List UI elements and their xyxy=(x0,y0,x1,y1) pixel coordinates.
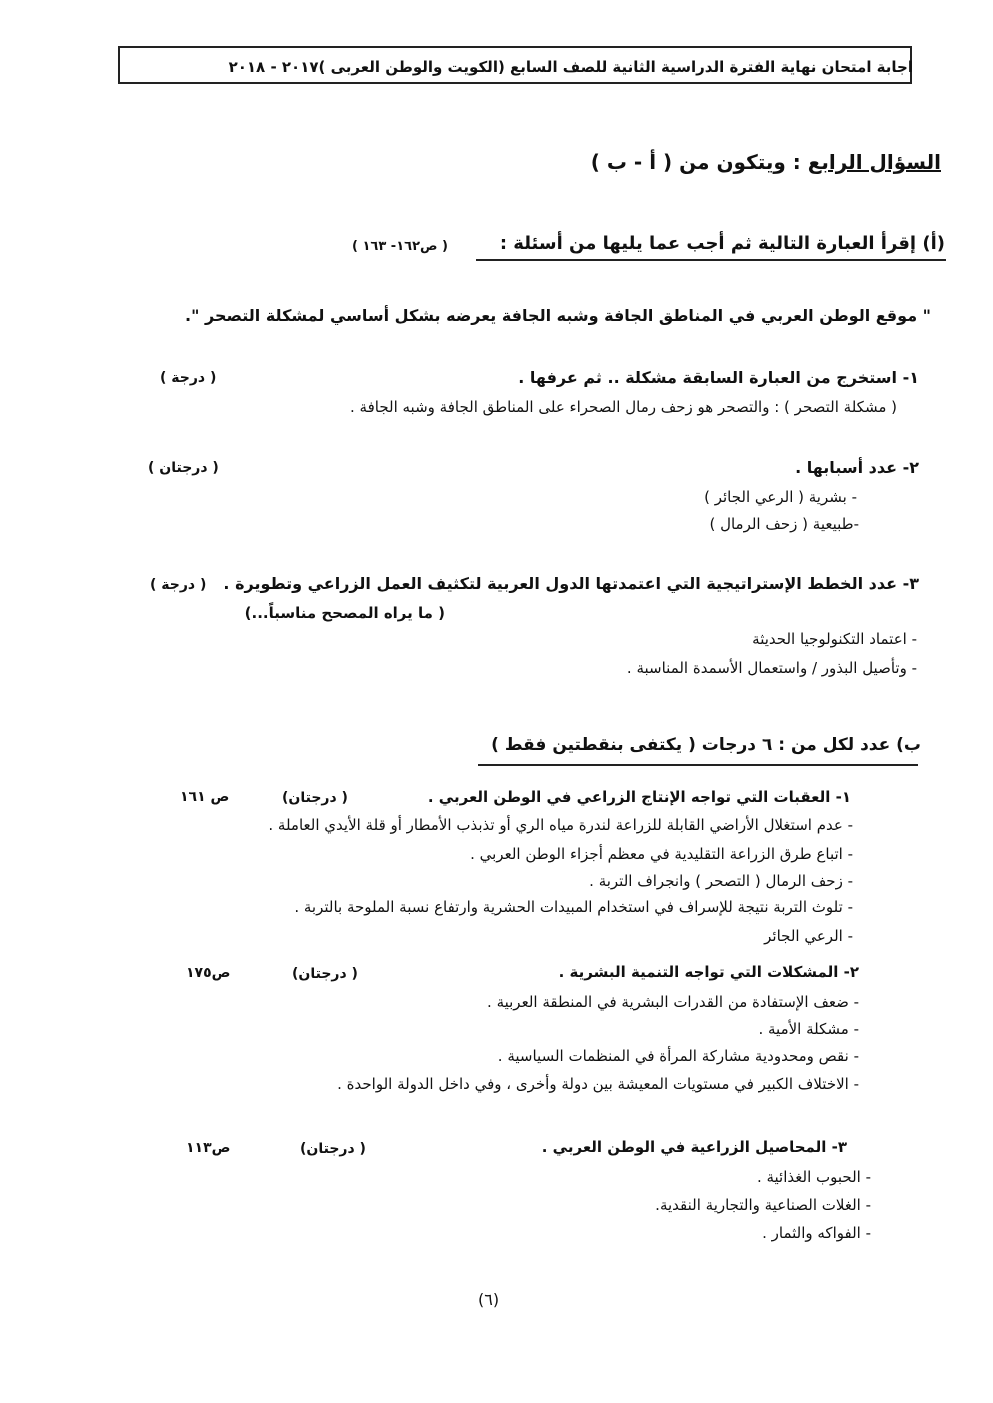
q1-answer: ( مشكلة التصحر ) : والتصحر هو زحف رمال الصحراء على المناطق الجافة وشبه الجافة . xyxy=(350,398,897,416)
q1-text: ١- استخرج من العبارة السابقة مشكلة .. ثم عرفها . xyxy=(518,368,919,387)
q3-answer-1: - اعتماد التكنولوجيا الحديثة xyxy=(752,630,917,648)
b1-point-2: - اتباع طرق الزراعة التقليدية في معظم أجزاء الوطن العربي . xyxy=(470,845,853,863)
question4-title xyxy=(591,150,941,174)
b2-point-4: - الاختلاف الكبير في مستويات المعيشة بين دولة وأخرى ، وفي داخل الدولة الواحدة . xyxy=(337,1075,859,1093)
b1-point-3: - زحف الرمال ( التصحر ) وانجراف التربة . xyxy=(589,872,853,890)
b1-point-4: - تلوث التربة نتيجة للإسراف في استخدام المبيدات الحشرية وارتفاع نسبة الملوحة بالتربة . xyxy=(294,898,853,916)
q2-text: ٢- عدد أسبابها . xyxy=(795,458,919,477)
b1-title: ١- العقبات التي تواجه الإنتاج الزراعي في الوطن العربي . xyxy=(427,788,851,806)
q2-grade: ( درجتان ) xyxy=(148,460,219,476)
header-title: اجابة امتحان نهاية الفترة الدراسية الثانية للصف السابع (الكويت والوطن العربى )٢٠١٧ - ٢٠١٨ xyxy=(228,58,913,76)
q3-text: ٣- عدد الخطط الإستراتيجية التي اعتمدتها الدول العربية لتكثيف العمل الزراعي وتطويرة . xyxy=(223,574,919,593)
q3-grade: ( درجة ) xyxy=(150,577,207,593)
q3-answer-2: - وتأصيل البذور / واستعمال الأسمدة المناسبة . xyxy=(626,659,917,677)
b1-point-1: - عدم استغلال الأراضي القابلة للزراعة لندرة مياه الري أو تذبذب الأمطار أو قلة الأيدي العاملة . xyxy=(268,816,853,834)
question4-title-part2: : ويتكون من ( أ - ب ) xyxy=(590,150,801,174)
section-a-pages: ( ص١٦٢- ١٦٣ ) xyxy=(352,239,448,254)
b3-title: ٣- المحاصيل الزراعية في الوطن العربي . xyxy=(541,1138,847,1156)
b3-point-1: - الحبوب الغذائية . xyxy=(756,1168,871,1186)
b2-grade: ( درجتان) xyxy=(292,966,358,982)
b2-title: ٢- المشكلات التي تواجه التنمية البشرية . xyxy=(558,963,859,981)
q1-grade: ( درجة ) xyxy=(160,370,217,386)
b3-point-3: - الفواكه والثمار . xyxy=(762,1224,871,1242)
b2-page: ص١٧٥ xyxy=(186,965,231,981)
b2-point-2: - مشكلة الأمية . xyxy=(758,1020,859,1038)
section-a-underline xyxy=(476,259,946,261)
q2-answer-1: - بشرية ( الرعي الجائر ) xyxy=(704,488,857,506)
section-a-heading: (أ) إقرأ العبارة التالية ثم أجب عما يليها من أسئلة : xyxy=(499,233,945,254)
question4-title-part1: السؤال الرابع xyxy=(807,150,941,174)
b1-page: ص ١٦١ xyxy=(180,789,230,805)
section-b-heading: ب) عدد لكل من : ٦ درجات ( يكتفى بنقطتين فقط ) xyxy=(491,735,921,755)
section-b-underline xyxy=(478,764,918,766)
b2-point-1: - ضعف الإستفادة من القدرات البشرية في المنطقة العربية . xyxy=(487,993,859,1011)
b1-point-5: - الرعي الجائر xyxy=(764,927,853,945)
q3-note: ( ما يراه المصحح مناسباً...) xyxy=(244,604,445,622)
section-a-quote: " موقع الوطن العربي في المناطق الجافة وشبه الجافة يعرضه بشكل أساسي لمشكلة التصحر ". xyxy=(185,306,931,325)
b1-grade: ( درجتان) xyxy=(282,790,348,806)
b3-point-2: - الغلات الصناعية والتجارية النقدية. xyxy=(655,1196,871,1214)
q2-answer-2: -طبيعية ( زحف الرمال ) xyxy=(709,515,859,533)
page-number: (٦) xyxy=(478,1290,500,1309)
b3-grade: ( درجتان) xyxy=(300,1141,366,1157)
b3-page: ص١١٣ xyxy=(186,1140,231,1156)
b2-point-3: - نقص ومحدودية مشاركة المرأة في المنظمات السياسية . xyxy=(497,1047,859,1065)
